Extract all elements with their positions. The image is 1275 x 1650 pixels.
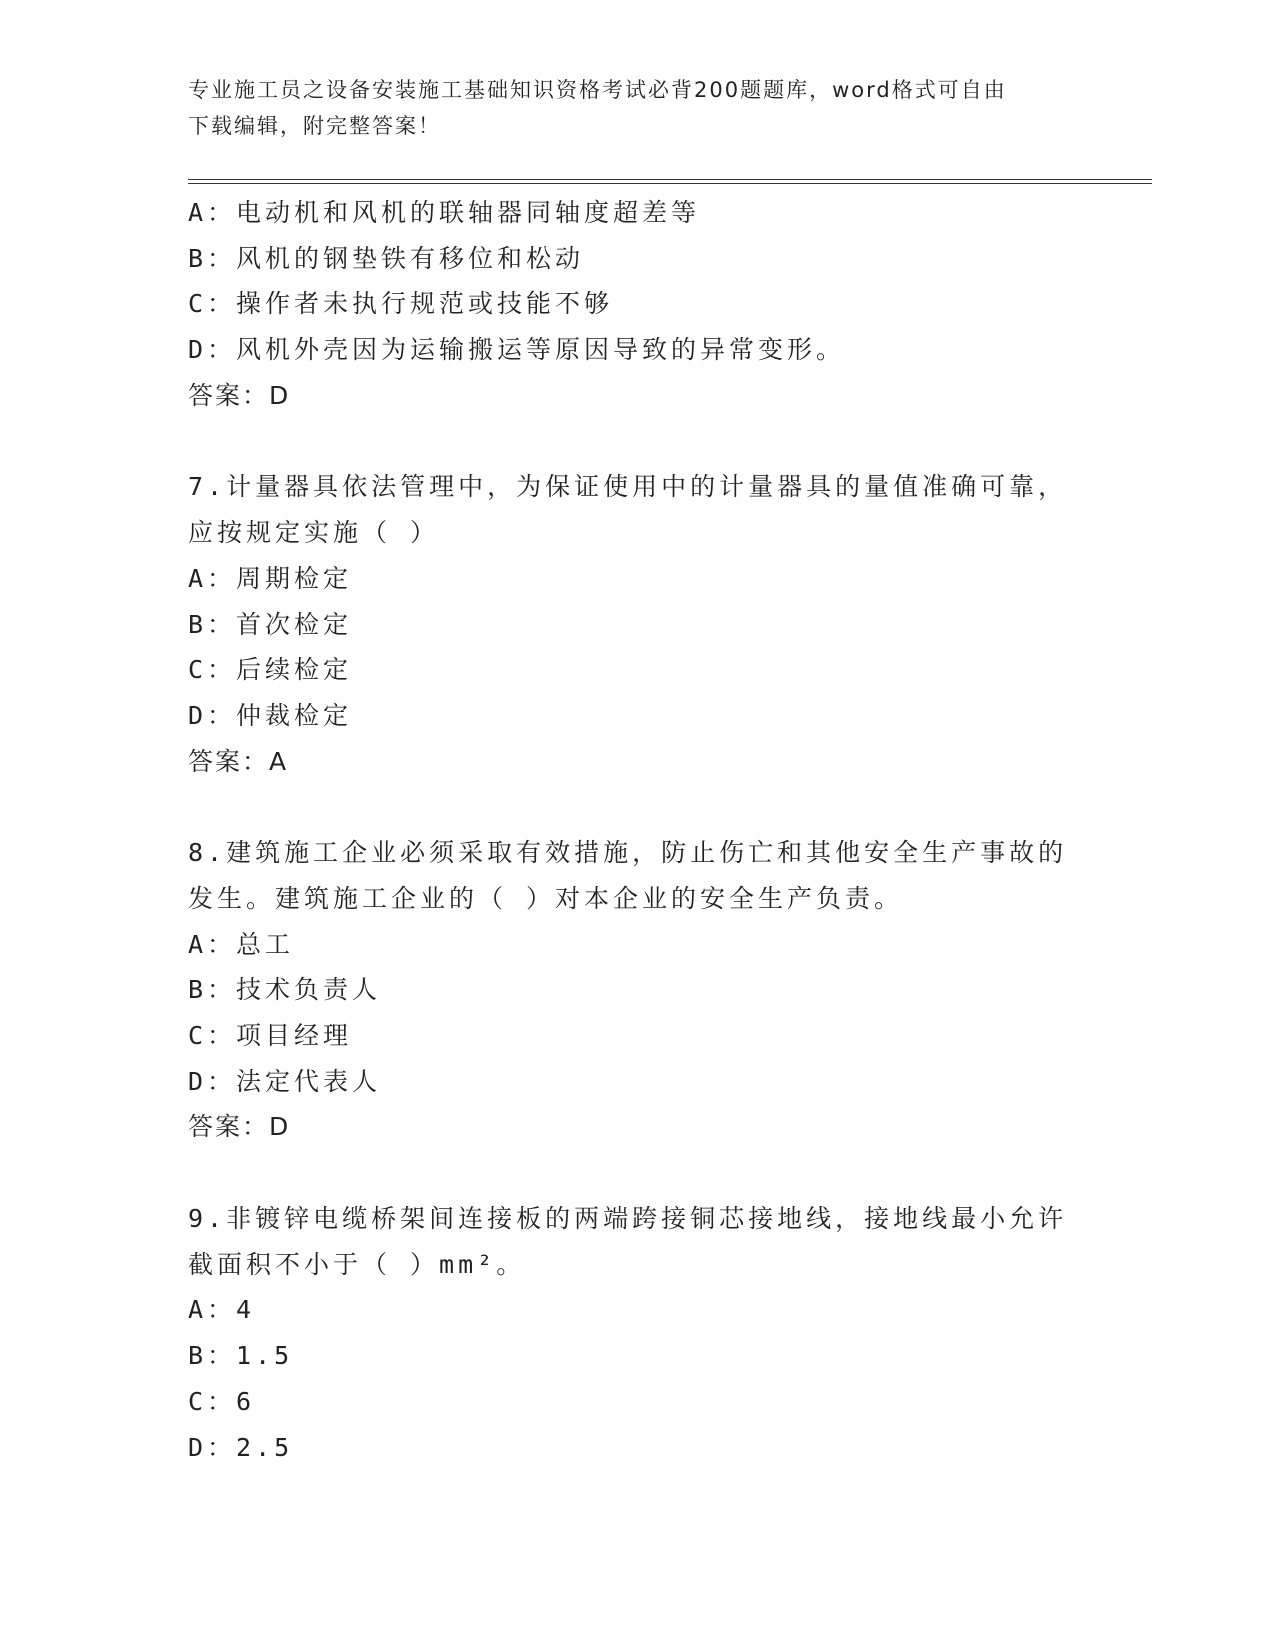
question-stem: 8.建筑施工企业必须采取有效措施，防止伤亡和其他安全生产事故的: [188, 838, 1068, 868]
option-b: B：1.5: [188, 1341, 294, 1371]
answer: 答案：D: [188, 1112, 291, 1142]
answer: 答案：A: [188, 746, 289, 776]
option-c: C：操作者未执行规范或技能不够: [188, 289, 614, 319]
header-divider-bottom: [188, 183, 1152, 184]
question-stem-continued: 发生。建筑施工企业的（ ）对本企业的安全生产负责。: [188, 883, 904, 913]
question-8: [188, 830, 1108, 1150]
question-9: [188, 1196, 1108, 1470]
document-header: [188, 72, 1068, 144]
question-6: [188, 190, 1108, 418]
option-c: C：6: [188, 1386, 256, 1416]
option-b: B：风机的钢垫铁有移位和松动: [188, 243, 585, 273]
question-stem: 9.非镀锌电缆桥架间连接板的两端跨接铜芯接地线，接地线最小允许: [188, 1204, 1068, 1234]
option-b: B：首次检定: [188, 609, 353, 639]
question-stem-continued: 应按规定实施（ ）: [188, 518, 440, 548]
question-list: [188, 190, 1108, 1470]
answer: 答案：D: [188, 380, 291, 410]
question-stem: 7.计量器具依法管理中，为保证使用中的计量器具的量值准确可靠，: [188, 472, 1068, 502]
option-a: A：4: [188, 1295, 256, 1325]
spacer: [188, 1150, 1108, 1196]
option-b: B：技术负责人: [188, 975, 382, 1005]
spacer: [188, 418, 1108, 464]
option-d: D：法定代表人: [188, 1066, 382, 1096]
option-a: A：电动机和风机的联轴器同轴度超差等: [188, 198, 701, 227]
header-divider-top: [188, 179, 1152, 180]
question-7: [188, 464, 1108, 784]
option-d: D：仲裁检定: [188, 700, 353, 730]
option-d: D：风机外壳因为运输搬运等原因导致的异常变形。: [188, 335, 846, 365]
option-a: A：总工: [188, 929, 295, 959]
question-stem-continued: 截面积不小于（ ）mm²。: [188, 1249, 526, 1279]
option-c: C：项目经理: [188, 1021, 353, 1050]
option-d: D：2.5: [188, 1432, 294, 1462]
spacer: [188, 784, 1108, 830]
header-line-2: 下载编辑，附完整答案！: [188, 114, 441, 138]
header-line-1: 专业施工员之设备安装施工基础知识资格考试必背200题题库，word格式可自由: [188, 78, 1007, 102]
option-a: A：周期检定: [188, 563, 353, 593]
option-c: C：后续检定: [188, 655, 353, 685]
